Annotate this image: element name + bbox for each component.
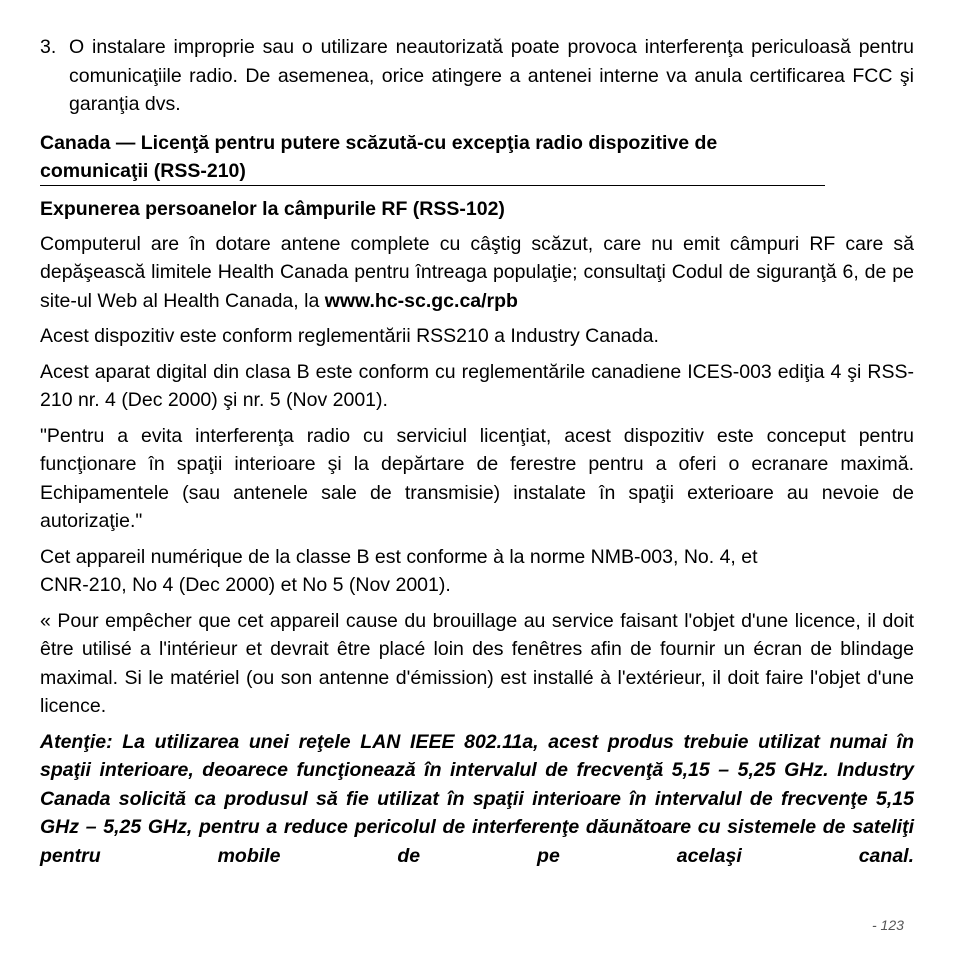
list-item-text: O instalare improprie sau o utilizare neautorizată poate provoca interferenţa periculoasă pentru comunicaţiile radio. De asemenea, orice atingere a antenei interne va anula certificarea FCC şi garanţia dvs. (69, 36, 914, 115)
licensed-service-paragraph: "Pentru a evita interferenţa radio cu serviciul licenţiat, acest dispozitiv este conceput pentru funcţionare în spaţii interioare şi la depărtare de ferestre pentru a oferi o ecranare maximă. Echipamentele (sau antenele sale de transmisie) instalate în spaţii exterioare au nevoie de autorizaţie." (40, 424, 914, 532)
list-item-number: 3. (40, 36, 57, 58)
rf-paragraph (40, 230, 914, 316)
french-class-b-paragraph (40, 543, 914, 600)
page-content (40, 33, 914, 870)
list-item-3 (40, 33, 914, 119)
ices003-paragraph: Acest aparat digital din clasa B este conform cu reglementările canadiene ICES-003 ediţia 4 şi RSS-210 nr. 4 (Dec 2000) şi nr. 5 (Nov 2001). (40, 360, 914, 411)
rf-exposure-heading: Expunerea persoanelor la câmpurile RF (RSS-102) (40, 197, 505, 220)
rss210-paragraph: Acest dispozitiv este conform reglementării RSS210 a Industry Canada. (40, 325, 659, 347)
rf-paragraph-text: Computerul are în dotare antene complete cu câştig scăzut, care nu emit câmpuri RF care să depăşească limitele Health Canada pentru întreaga populaţie; consultaţi Codul de siguranţă 6, de pe site-ul Web al Health Canada, la (40, 232, 914, 312)
page-number: - 123 (872, 917, 904, 933)
health-canada-link[interactable]: www.hc-sc.gc.ca/rpb (324, 289, 518, 312)
canada-heading: Canada — Licenţă pentru putere scăzută-cu excepţia radio dispozitive de comunicaţii (RSS-210) (40, 129, 825, 186)
caution-note: Atenţie: La utilizarea unei reţele LAN IEEE 802.11a, acest produs trebuie utilizat numai în spaţii interioare, deoarece funcţionează în intervalul de frecvenţă 5,15 – 5,25 GHz. Industry Canada solicită ca produsul să fie utilizat în spaţii interioare în intervalul de frecvenţe 5,15 GHz – 5,25 GHz, pentru a reduce pericolul de interferenţe dăunătoare cu sistemele de sateliţi pentru mobile de pe acelaşi canal. (40, 730, 914, 867)
french-class-b-line2: CNR-210, No 4 (Dec 2000) et No 5 (Nov 2001). (40, 574, 451, 596)
french-class-b-line1: Cet appareil numérique de la classe B est conforme à la norme NMB-003, No. 4, et (40, 545, 758, 568)
french-licence-paragraph: « Pour empêcher que cet appareil cause du brouillage au service faisant l'objet d'une licence, il doit être utilisé a l'intérieur et devrait être placé loin des fenêtres afin de fournir un écran de blindage maximal. Si le matériel (ou son antenne d'émission) est installé à l'extérieur, il doit faire l'objet d'une licence. (40, 609, 914, 717)
